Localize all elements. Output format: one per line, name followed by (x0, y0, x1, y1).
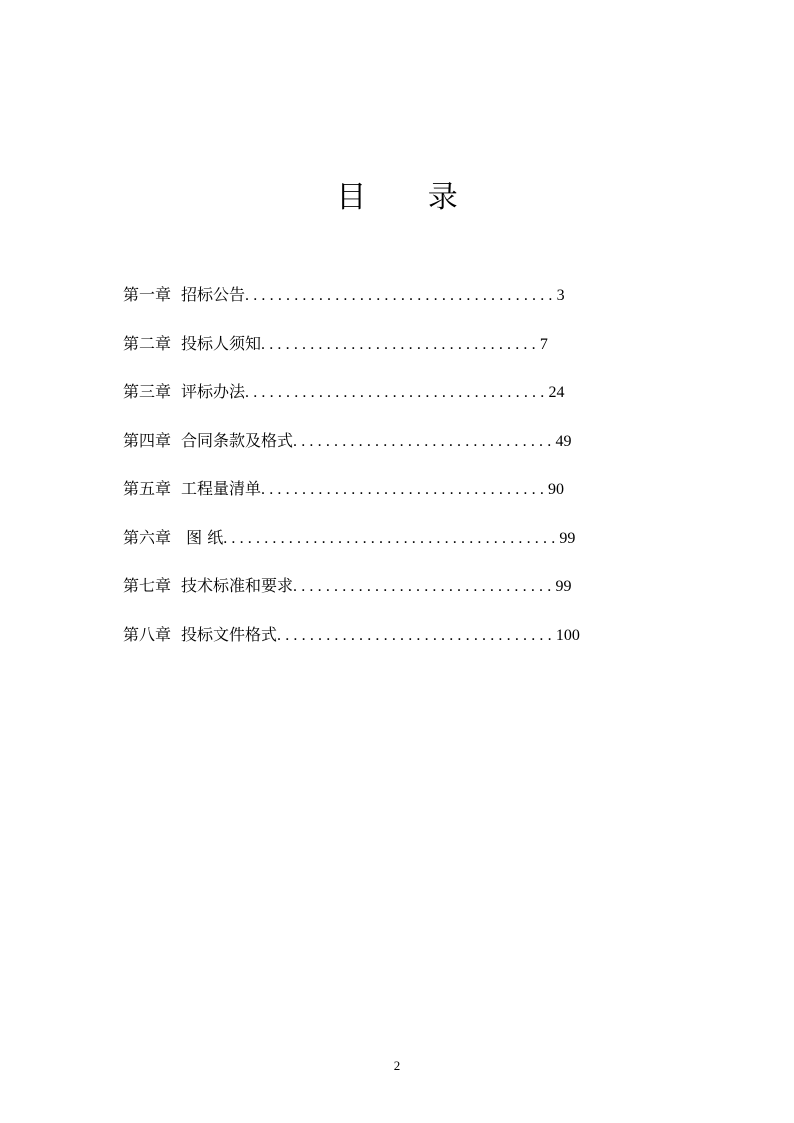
toc-page-number: 49 (555, 432, 572, 450)
toc-chapter-title: 技术标准和要求 (181, 576, 294, 595)
toc-page-number: 90 (548, 481, 565, 498)
toc-entry-chapter-4[interactable] (123, 426, 643, 456)
page-number: 2 (393, 1058, 401, 1073)
toc-chapter-number: 第八章 (123, 624, 172, 644)
toc-page-number: 99 (555, 578, 572, 595)
toc-chapter-title: 合同条款及格式 (181, 430, 294, 450)
toc-chapter-title: 招标公告 (181, 285, 246, 304)
toc-chapter-number: 第五章 (123, 479, 172, 498)
toc-page-number: 3 (556, 287, 565, 304)
toc-dot-leader: ................................ (293, 578, 556, 595)
toc-chapter-number: 第一章 (123, 285, 172, 304)
toc-dot-leader: ...................................... (245, 287, 557, 304)
toc-dot-leader: ..................................... (245, 384, 549, 401)
toc-chapter-number: 第四章 (123, 430, 172, 450)
toc-chapter-title: 工程量清单 (181, 479, 262, 498)
toc-entry-chapter-3[interactable] (123, 377, 643, 407)
toc-entry-chapter-5[interactable] (123, 474, 643, 504)
toc-dot-leader: .................................. (277, 626, 556, 644)
page-title: 目 录 (336, 180, 484, 215)
toc-dot-leader: ................................... (261, 481, 549, 498)
toc-entry-chapter-8[interactable] (123, 620, 643, 650)
table-of-contents (123, 280, 643, 668)
toc-page-number: 24 (548, 384, 565, 401)
toc-chapter-title: 投标人须知 (181, 333, 262, 353)
toc-entry-chapter-7[interactable] (123, 571, 643, 601)
toc-dot-leader: .................................. (261, 335, 540, 353)
toc-dot-leader: ................................ (293, 432, 556, 450)
toc-chapter-number: 第三章 (123, 382, 172, 401)
toc-page-number: 7 (539, 335, 548, 353)
toc-chapter-title: 图 纸 (181, 527, 224, 547)
toc-page-number: 99 (559, 529, 576, 547)
toc-page-number: 100 (555, 626, 580, 644)
toc-chapter-number: 第二章 (123, 333, 172, 353)
toc-dot-leader: ......................................... (223, 529, 560, 547)
toc-chapter-title: 投标文件格式 (181, 624, 278, 644)
toc-chapter-title: 评标办法 (181, 382, 246, 401)
toc-entry-chapter-1[interactable] (123, 280, 643, 310)
toc-entry-chapter-6[interactable] (123, 523, 643, 553)
toc-entry-chapter-2[interactable] (123, 329, 643, 359)
toc-chapter-number: 第六章 (123, 527, 172, 547)
toc-chapter-number: 第七章 (123, 576, 172, 595)
